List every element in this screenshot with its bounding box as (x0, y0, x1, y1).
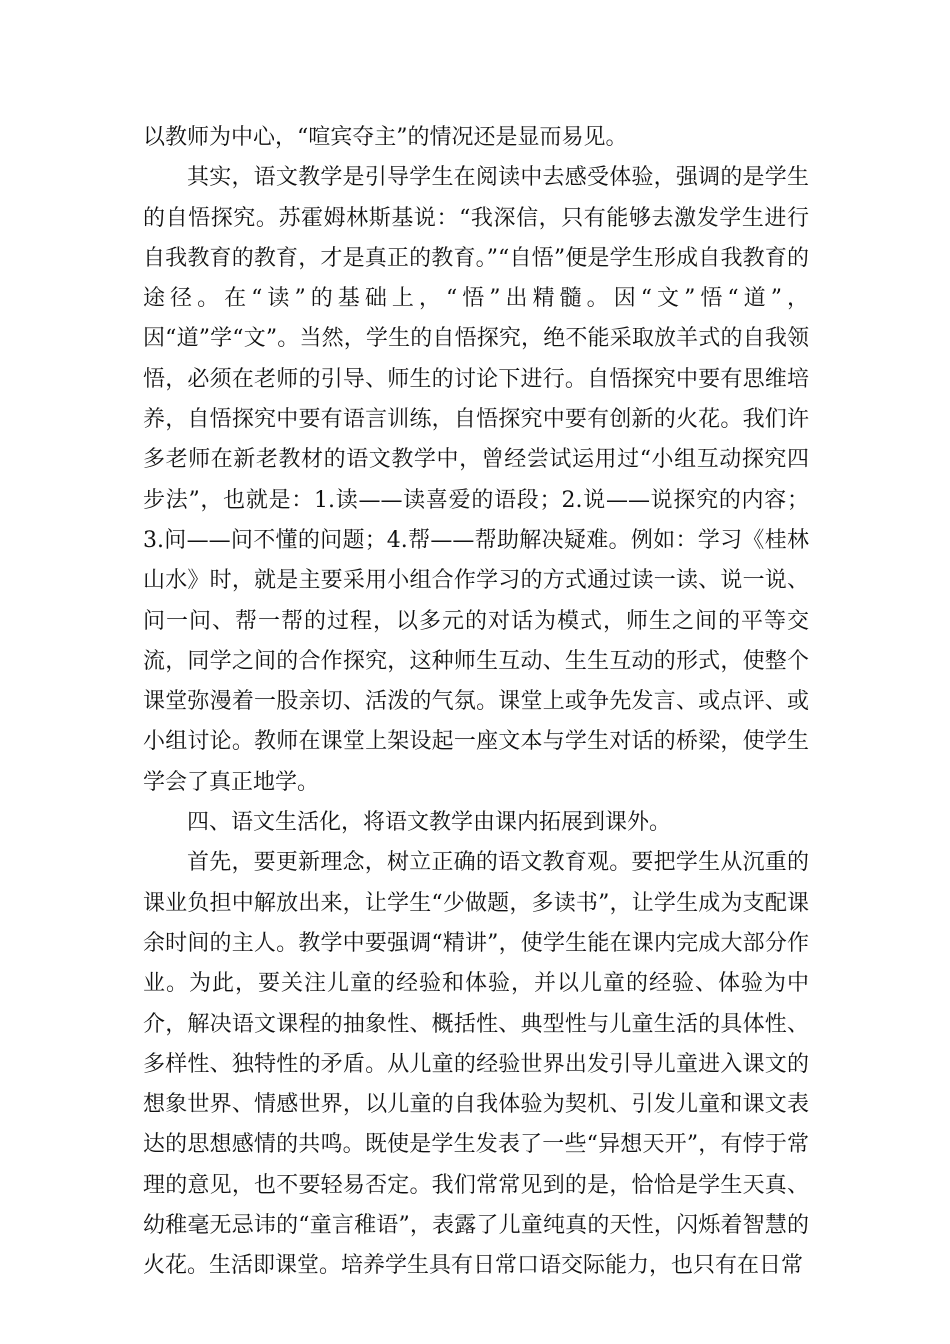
paragraph-1: 以教师为中心，“喧宾夺主”的情况还是显而易见。 (143, 125, 628, 150)
body-text (143, 118, 809, 1287)
paragraph-3: 首先，要更新理念，树立正确的语文教育观。要把学生从沉重的课业负担中解放出来，让学生“少做题，多读书”，让学生成为支配课余时间的主人。教学中要强调“精讲”，使学生能在课内完成大部分作业。为此，要关注儿童的经验和体验，并以儿童的经验、体验为中介，解决语文课程的抽象性、概括性、典型性与儿童生活的具体性、多样性、独特性的矛盾。从儿童的经验世界出发引导儿童进入课文的想象世界、情感世界，以儿童的自我体验为契机、引发儿童和课文表达的思想感情的共鸣。既使是学生发表了一些“异想天开”，有悖于常理的意见，也不要轻易否定。我们常常见到的是，恰恰是学生天真、幼稚毫无忌讳的“童言稚语”，表露了儿童纯真的天性，闪烁着智慧的火花。生活即课堂。培养学生具有日常口语交际能力，也只有在日常 (143, 850, 809, 1279)
paragraph-2: 其实，语文教学是引导学生在阅读中去感受体验，强调的是学生的自悟探究。苏霍姆林斯基说：“我深信，只有能够去激发学生进行自我教育的教育，才是真正的教育。”“自悟”便是学生形成自我教育的途径。在“读”的基础上，“悟”出精髓。因“文”悟“道”，因“道”学“文”。当然，学生的自悟探究，绝不能采取放羊式的自我领悟，必须在老师的引导、师生的讨论下进行。自悟探究中要有思维培养，自悟探究中要有语言训练，自悟探究中要有创新的火花。我们许多老师在新老教材的语文教学中，曾经尝试运用过“小组互动探究四步法”，也就是：1.读——读喜爱的语段；2.说——说探究的内容；3.问——问不懂的问题；4.帮——帮助解决疑难。例如：学习《桂林山水》时，就是主要采用小组合作学习的方式通过读一读、说一说、问一问、帮一帮的过程，以多元的对话为模式，师生之间的平等交流，同学之间的合作探究，这种师生互动、生生互动的形式，使整个课堂弥漫着一股亲切、活泼的气氛。课堂上或争先发言、或点评、或小组讨论。教师在课堂上架设起一座文本与学生对话的桥梁，使学生学会了真正地学。 (143, 165, 809, 795)
section-heading-4: 四、语文生活化，将语文教学由课内拓展到课外。 (187, 810, 672, 836)
